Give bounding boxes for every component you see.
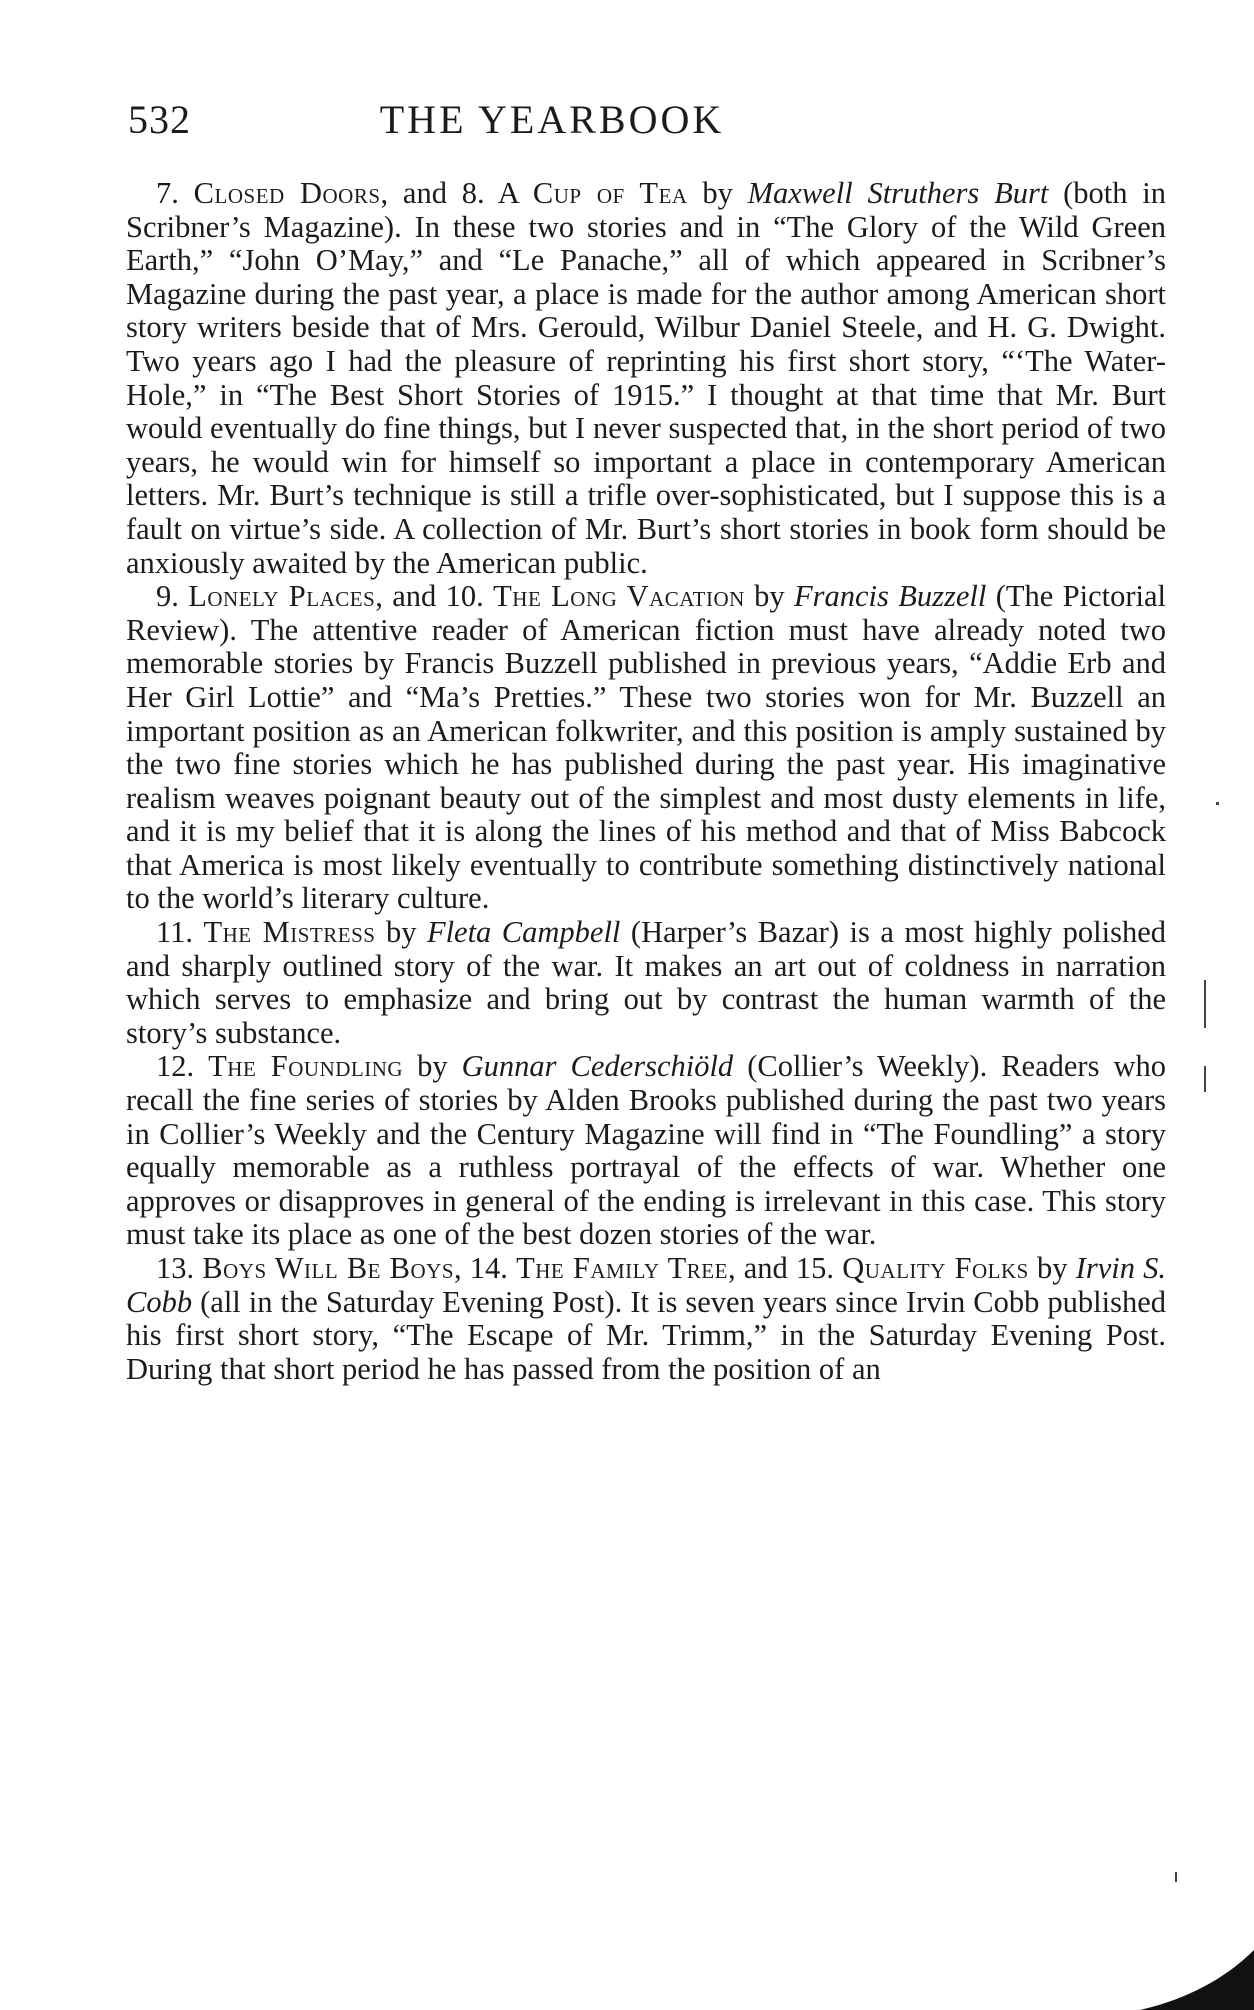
text-run: 11. bbox=[156, 915, 204, 950]
story-title: The Family Tree bbox=[516, 1251, 728, 1285]
text-run: (both in Scribner’s Magazine). In these two stories and in “The Glory of the Wild Green Earth,” “John O’May,” and “Le Panache,” all of which appeared in Scribner’s Magazine during the past year, a place is made for the author among American short story writers beside that of Mrs. Gerould, Wilbur Daniel Steele, and H. G. Dwight. Two years ago I had the pleasure of reprinting his first short story, “‘The Water-Hole,” in “The Best Short Stories of 1915.” I thought at that time that Mr. Burt would eventually do fine things, but I never suspected that, in the short period of two years, he would win for himself so important a place in contemporary American letters. Mr. Burt’s technique is still a trifle over-sophisticated, but I suppose this is a fault on virtue’s side. A collection of Mr. Burt’s short stories in book form should be anxiously awaited by the American public. bbox=[126, 176, 1166, 580]
text-run: , and 15. bbox=[727, 1251, 843, 1285]
text-run: by bbox=[1028, 1251, 1076, 1285]
paragraph bbox=[126, 177, 1166, 580]
margin-mark bbox=[1175, 1872, 1177, 1882]
author-name: Francis Buzzell bbox=[794, 579, 987, 614]
paragraph bbox=[126, 580, 1166, 916]
story-title: Lonely Places bbox=[188, 579, 376, 614]
story-title: The Foundling bbox=[208, 1049, 404, 1084]
page-number: 532 bbox=[128, 97, 191, 142]
author-name: Irvin S. Cobb bbox=[126, 1251, 1166, 1319]
running-title: THE YEARBOOK bbox=[379, 97, 725, 142]
text-run: by bbox=[744, 579, 795, 614]
margin-mark bbox=[1216, 802, 1219, 805]
corner-page-curl bbox=[1134, 1930, 1254, 2010]
author-name: Fleta Campbell bbox=[426, 915, 621, 950]
story-title: Cup of Tea bbox=[532, 176, 688, 210]
text-run: (Collier’s Weekly). Readers who recall the fine series of stories by Alden Brooks published during the past two years in Collier’s Weekly and the Century Magazine will find in “The Foundling” a story equally memorable as a ruthless portrayal of the effects of war. Whether one approves or disapproves in general of the ending is irrelevant in this case. This story must take its place as one of the best dozen stories of the war. bbox=[126, 1049, 1166, 1252]
paragraph bbox=[126, 1252, 1166, 1386]
text-run: , and 10. bbox=[375, 579, 494, 614]
text-run: 9. bbox=[156, 579, 189, 614]
text-run: 12. bbox=[156, 1049, 209, 1084]
paragraph bbox=[126, 1050, 1166, 1252]
margin-mark bbox=[1204, 980, 1206, 1028]
body-text bbox=[126, 177, 1166, 1386]
text-run: (all in the Saturday Evening Post). It is seven years since Irvin Cobb published his first short story, “The Escape of Mr. Trimm,” in the Saturday Evening Post. During that short period he has passed from the position of an bbox=[126, 1284, 1166, 1386]
author-name: Maxwell Struthers Burt bbox=[747, 176, 1049, 210]
text-run: 13. bbox=[156, 1251, 203, 1285]
text-run: by bbox=[375, 915, 427, 950]
running-head bbox=[128, 96, 1168, 156]
story-title: Boys Will Be Boys bbox=[202, 1251, 455, 1285]
text-run: by bbox=[687, 176, 748, 210]
text-run: , and 8. A bbox=[380, 176, 533, 210]
story-title: The Mistress bbox=[203, 915, 376, 950]
paragraph bbox=[126, 916, 1166, 1050]
text-run: (The Pictorial Review). The attentive reader of American fiction must have already noted two memorable stories by Francis Buzzell published in previous years, “Addie Erb and Her Girl Lottie” and “Ma’s Pretties.” These two stories won for Mr. Buzzell an important position as an American folkwriter, and this position is amply sustained by the two fine stories which he has published during the past year. His imaginative realism weaves poignant beauty out of the simplest and most dusty elements in life, and it is my belief that it is along the lines of his method and that of Miss Babcock that America is most likely eventually to contribute something distinctively national to the world’s literary culture. bbox=[126, 579, 1167, 916]
story-title: The Long Vacation bbox=[493, 579, 745, 614]
story-title: Closed Doors bbox=[193, 176, 381, 210]
author-name: Gunnar Cederschiöld bbox=[461, 1049, 734, 1084]
story-title: Quality Folks bbox=[842, 1251, 1029, 1285]
text-run: (Harper’s Bazar) is a most highly polished and sharply outlined story of the war. It makes an art out of coldness in narration which serves to emphasize and bring out by contrast the human warmth of the story’s substance. bbox=[126, 915, 1166, 1050]
text-run: 7. bbox=[156, 176, 194, 210]
margin-mark bbox=[1204, 1066, 1206, 1092]
text-run: by bbox=[403, 1049, 462, 1084]
text-run: , 14. bbox=[454, 1251, 517, 1285]
